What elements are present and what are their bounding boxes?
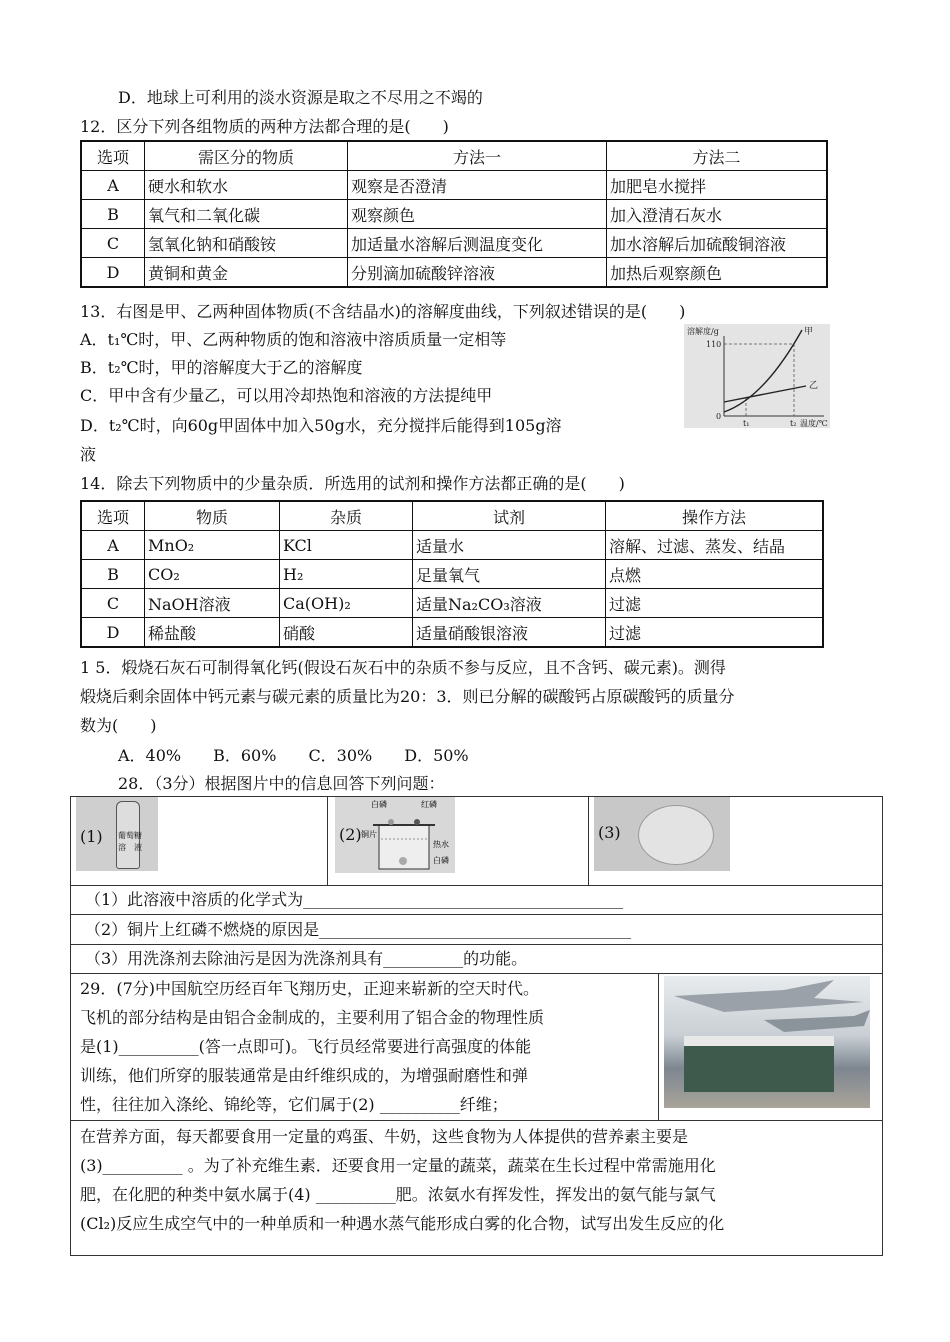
table-row: [81, 229, 827, 258]
table-cell: C: [81, 589, 145, 618]
table-cell: 适量硝酸银溶液: [413, 618, 606, 648]
white-phosphorus-water-dot: [399, 857, 407, 865]
table-row: [81, 589, 823, 618]
table-cell: 黄铜和黄金: [145, 258, 348, 288]
table-row: [81, 258, 827, 288]
table-row: [81, 501, 823, 531]
q28-stem: 28．（3分）根据图片中的信息回答下列问题：: [118, 774, 445, 793]
fig2-number: (2): [339, 825, 362, 844]
table-cell: 硬水和软水: [145, 171, 348, 200]
table-cell: 方法二: [607, 141, 828, 171]
table-cell: 适量水: [413, 531, 606, 560]
table-cell: 选项: [81, 141, 145, 171]
white-phosphorus-dot: [388, 819, 394, 825]
fig1-label1: 葡萄糖: [118, 831, 142, 840]
q28-answer2-row: [70, 914, 883, 945]
q12-stem: 12．区分下列各组物质的两种方法都合理的是( ): [80, 117, 449, 136]
graph-t1: t₁: [743, 419, 750, 428]
pilots-group: [684, 1042, 834, 1092]
q29-line7: (3)__________ 。为了补充维生素．还要食用一定量的蔬菜，蔬菜在生长过程中常需施用化: [80, 1156, 716, 1175]
q28-answer3: （3）用洗涤剂去除油污是因为洗涤剂具有__________的功能。: [85, 949, 528, 968]
q29-body: [80, 1122, 724, 1238]
q28-answer1: （1）此溶液中溶质的化学式为________________________________________: [85, 890, 624, 909]
jet-icon: [764, 1010, 870, 1032]
graph-ylabel: 溶解度/g: [687, 327, 719, 336]
table-cell: 过滤: [606, 618, 824, 648]
q29-line4: 训练，他们所穿的服装通常是由纤维织成的，为增强耐磨性和弹: [80, 1066, 529, 1085]
table-cell: 选项: [81, 501, 145, 531]
table-cell: 过滤: [606, 589, 824, 618]
table-cell: 加肥皂水搅拌: [607, 171, 828, 200]
helmets-row: [684, 1036, 834, 1046]
table-cell: 需区分的物质: [145, 141, 348, 171]
q29-line8: 肥，在化肥的种类中氨水属于(4) __________肥。浓氨水有挥发性，挥发出的氨气能与氯气: [80, 1185, 716, 1204]
table-cell: 溶解、过滤、蒸发、结晶: [606, 531, 824, 560]
red-phosphorus-dot: [414, 819, 420, 825]
q29-line1: 29．(7分)中国航空历经百年飞翔历史，正迎来崭新的空天时代。: [80, 979, 540, 998]
table-cell: D: [81, 618, 145, 648]
table-cell: KCl: [280, 531, 413, 560]
q15-line3: 数为( ): [80, 716, 157, 735]
table-cell: Ca(OH)₂: [280, 589, 413, 618]
dish-icon: [638, 805, 714, 865]
q29-line9: (Cl₂)反应生成空气中的一种单质和一种遇水蒸气能形成白雾的化合物，试写出发生反应的化: [80, 1214, 725, 1233]
table-cell: 杂质: [280, 501, 413, 531]
q13-option-a: A．t₁℃时，甲、乙两种物质的饱和溶液中溶质质量一定相等: [80, 330, 507, 349]
q13-option-d: D．t₂℃时，向60g甲固体中加入50g水，充分搅拌后能得到105g溶: [80, 416, 562, 435]
table-cell: A: [81, 531, 145, 560]
table-cell: H₂: [280, 560, 413, 589]
table-row: [81, 141, 827, 171]
pilots-svg: [664, 976, 870, 1108]
table-cell: 试剂: [413, 501, 606, 531]
q13-option-c: C．甲中含有少量乙，可以用冷却热饱和溶液的方法提纯甲: [80, 386, 493, 405]
glucose-bottle-figure: [76, 797, 158, 871]
table-cell: D: [81, 258, 145, 288]
table-cell: 加适量水溶解后测温度变化: [348, 229, 607, 258]
q29-line5: 性，往往加入涤纶、锦纶等，它们属于(2) __________纤维；: [80, 1095, 508, 1114]
table-cell: B: [81, 560, 145, 589]
table-cell: 加入澄清石灰水: [607, 200, 828, 229]
table-cell: 加热后观察颜色: [607, 258, 828, 288]
table-row: [81, 171, 827, 200]
table-cell: 硝酸: [280, 618, 413, 648]
q29-line3: 是(1)__________(答一点即可)。飞行员经常要进行高强度的体能: [80, 1037, 532, 1056]
table-cell: 稀盐酸: [145, 618, 280, 648]
table-cell: 分别滴加硫酸锌溶液: [348, 258, 607, 288]
graph-origin: 0: [716, 412, 722, 421]
table-cell: 加水溶解后加硫酸铜溶液: [607, 229, 828, 258]
q13-option-d-cont: 液: [80, 445, 97, 464]
table-cell: 物质: [145, 501, 280, 531]
table-cell: 操作方法: [606, 501, 824, 531]
table-cell: 氧气和二氧化碳: [145, 200, 348, 229]
table-cell: 适量Na₂CO₃溶液: [413, 589, 606, 618]
table-row: [81, 531, 823, 560]
pilots-parade-photo: [664, 976, 870, 1108]
q29-line6: 在营养方面，每天都要食用一定量的鸡蛋、牛奶，这些食物为人体提供的营养素主要是: [80, 1127, 689, 1146]
table-cell: 足量氧气: [413, 560, 606, 589]
jet-icon: [674, 980, 864, 1012]
table-cell: NaOH溶液: [145, 589, 280, 618]
fig2-label-bailin: 白磷: [371, 800, 387, 809]
q28-answer1-row: [70, 885, 883, 915]
table-cell: A: [81, 171, 145, 200]
graph-yi: 乙: [809, 381, 819, 391]
q15-line1: 1 5．煅烧石灰石可制得氧化钙(假设石灰石中的杂质不参与反应，且不含钙、碳元素)。测得: [80, 658, 726, 677]
fig3-number: (3): [598, 823, 621, 842]
table-cell: C: [81, 229, 145, 258]
q14-stem: 14．除去下列物质中的少量杂质．所选用的试剂和操作方法都正确的是( ): [80, 474, 625, 493]
q15-options: A．40% B．60% C．30% D．50%: [118, 746, 469, 765]
table-row: [81, 618, 823, 648]
solubility-graph: [684, 324, 830, 428]
table-cell: B: [81, 200, 145, 229]
phosphorus-experiment-figure: [335, 797, 455, 873]
graph-y110: 110: [706, 340, 722, 349]
q12-table: [80, 140, 828, 288]
q14-table: [80, 500, 824, 648]
q29-line2: 飞机的部分结构是由铝合金制成的，主要利用了铝合金的物理性质: [80, 1008, 545, 1027]
q11-option-d: D．地球上可利用的淡水资源是取之不尽用之不竭的: [118, 88, 483, 107]
beaker-svg: [335, 797, 455, 873]
q28-answer2: （2）铜片上红磷不燃烧的原因是_______________________________________: [85, 920, 632, 939]
table-row: [81, 200, 827, 229]
solubility-graph-svg: [684, 324, 830, 428]
table-cell: MnO₂: [145, 531, 280, 560]
detergent-figure: [594, 797, 730, 871]
table-cell: 观察是否澄清: [348, 171, 607, 200]
table-cell: 观察颜色: [348, 200, 607, 229]
fig2-label-reshui: 热水: [433, 840, 449, 849]
fig2-label-honglin: 红磷: [421, 800, 437, 809]
table-cell: CO₂: [145, 560, 280, 589]
q15-line2: 煅烧后剩余固体中钙元素与碳元素的质量比为20：3．则已分解的碳酸钙占原碳酸钙的质量分: [80, 687, 735, 706]
fig1-number: (1): [80, 827, 103, 846]
table-cell: 点燃: [606, 560, 824, 589]
q29-intro: [80, 974, 544, 1119]
table-cell: 方法一: [348, 141, 607, 171]
fig2-label-bailin2: 白磷: [433, 856, 449, 865]
graph-xlabel: 温度/℃: [800, 419, 828, 428]
table-row: [81, 560, 823, 589]
graph-jia: 甲: [804, 327, 814, 337]
fig2-label-tongpian: 铜片: [361, 830, 377, 839]
fig1-label2: 溶 液: [118, 843, 142, 852]
q13-stem: 13．右图是甲、乙两种固体物质(不含结晶水)的溶解度曲线，下列叙述错误的是( ): [80, 302, 686, 321]
graph-t2: t₂: [790, 419, 797, 428]
q13-option-b: B．t₂℃时，甲的溶解度大于乙的溶解度: [80, 358, 363, 377]
table-cell: 氢氧化钠和硝酸铵: [145, 229, 348, 258]
q28-answer3-row: [70, 944, 883, 974]
